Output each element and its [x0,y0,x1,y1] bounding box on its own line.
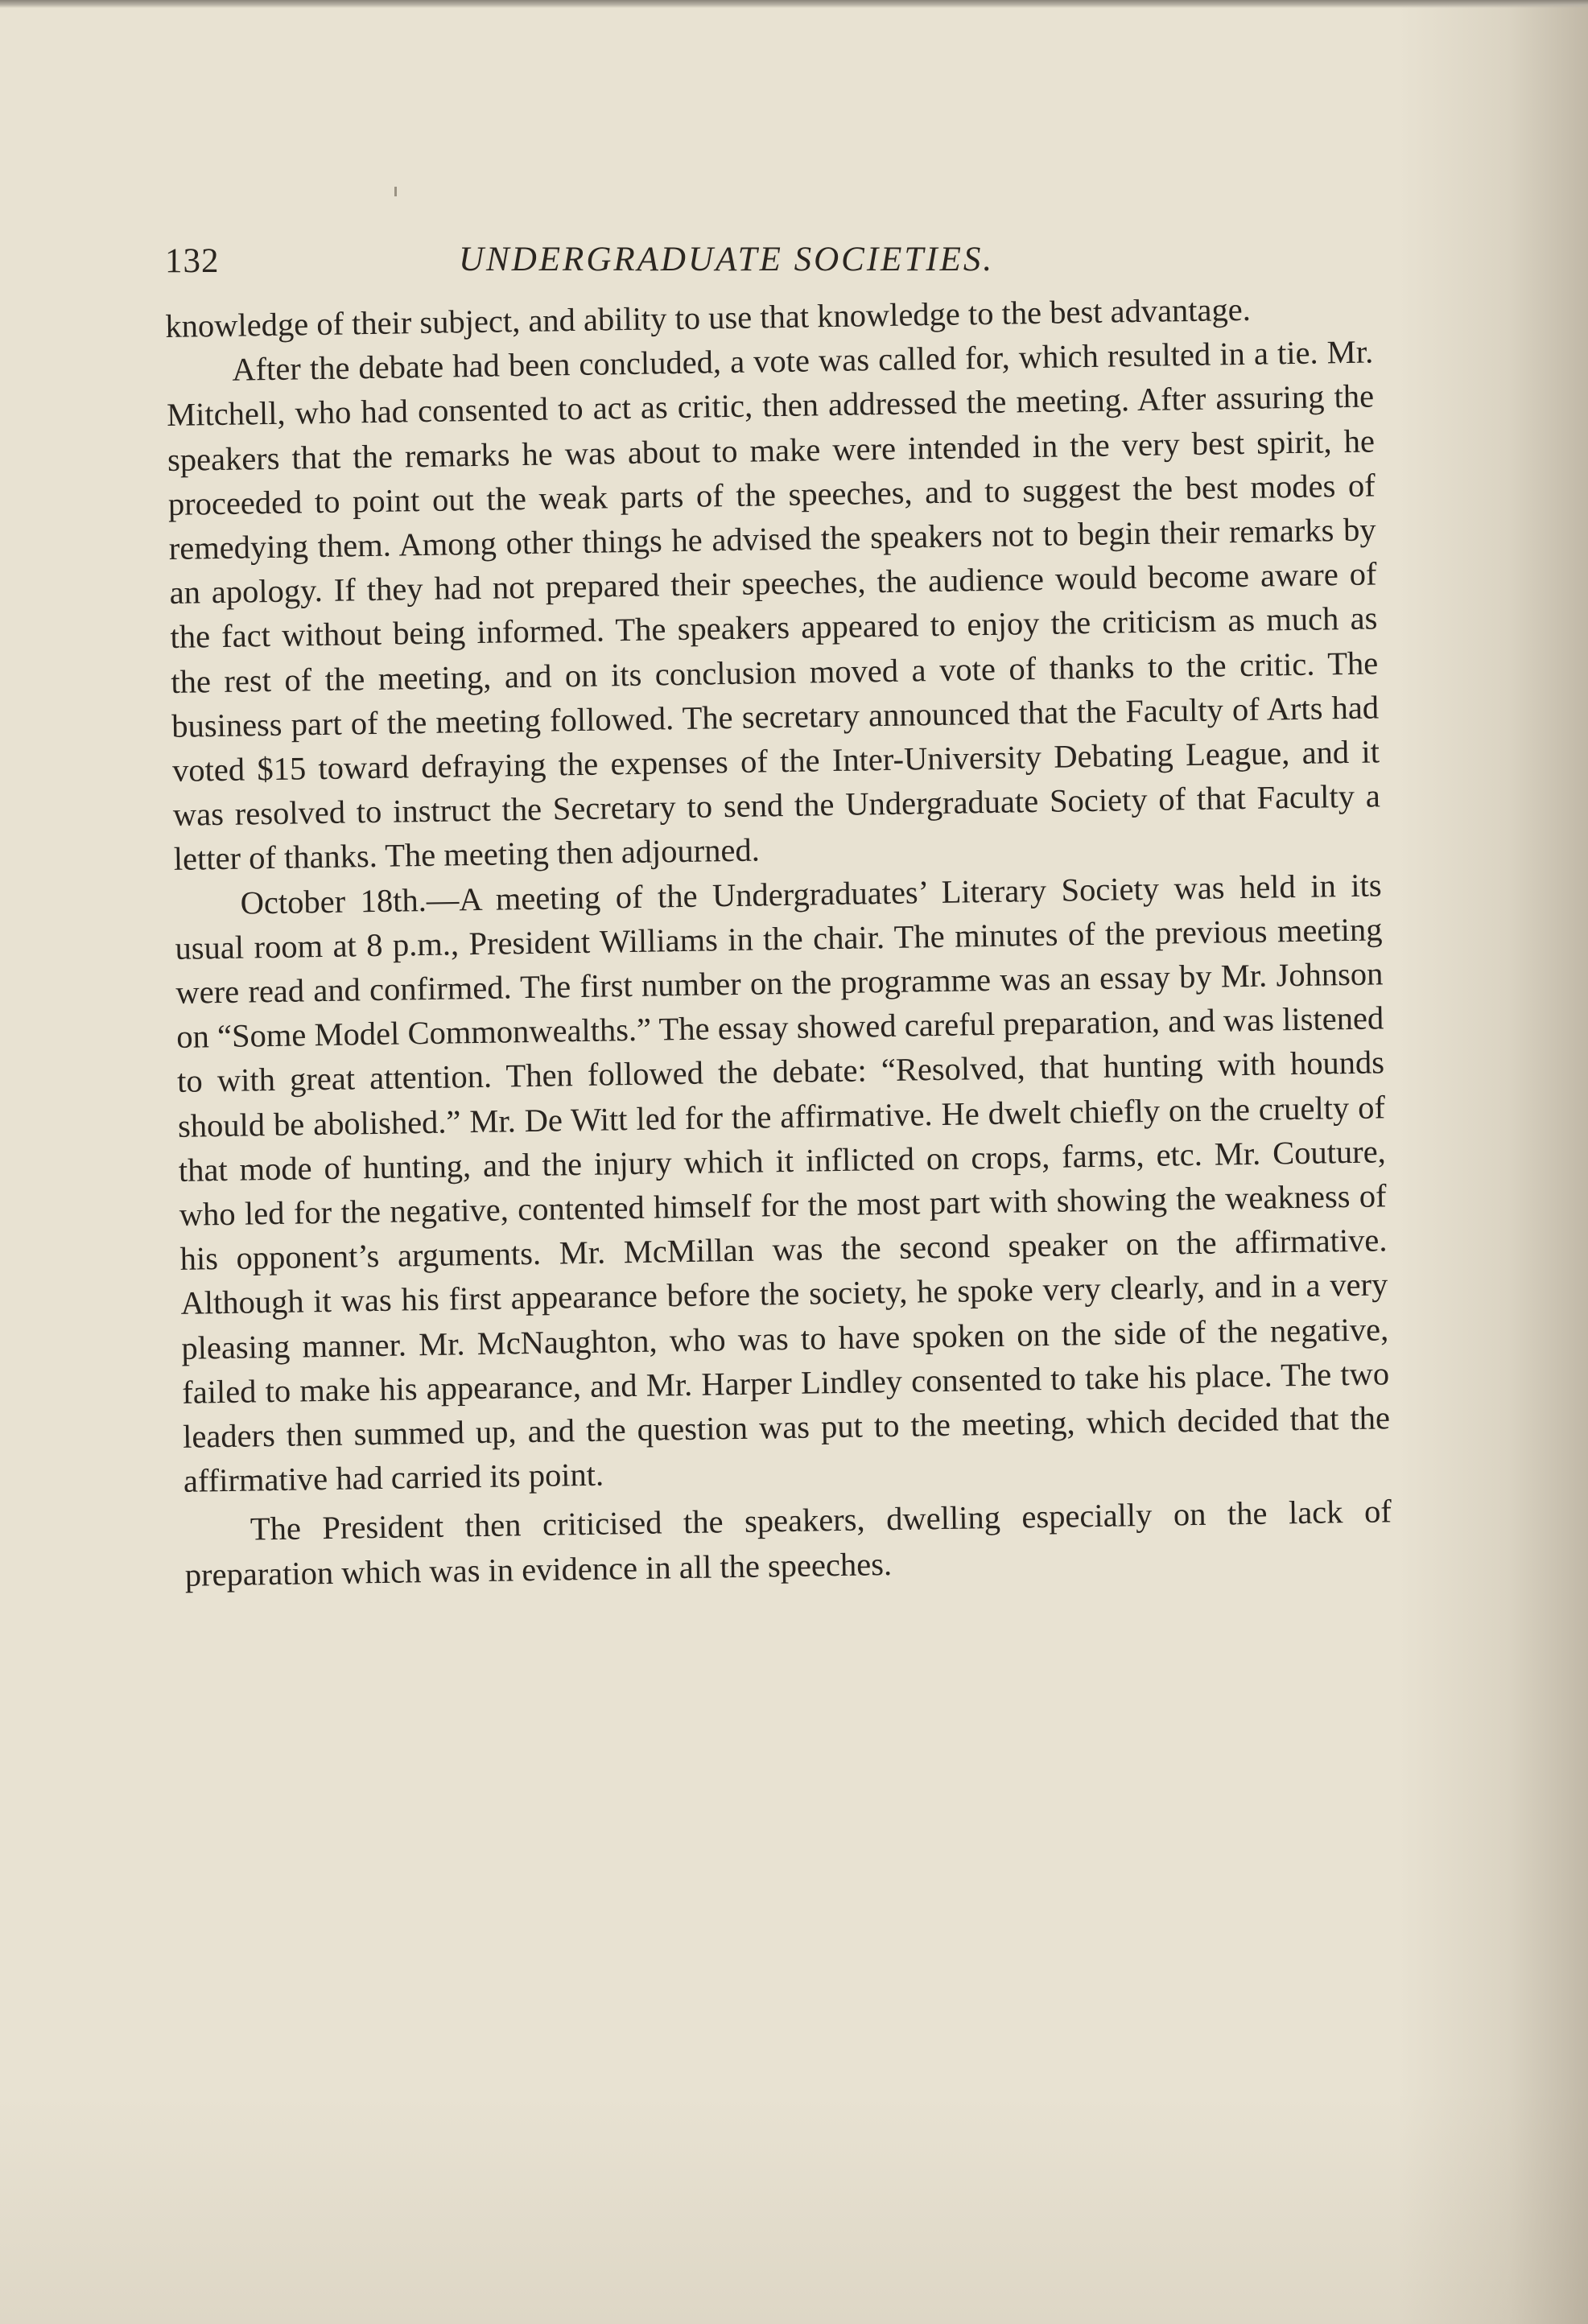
paragraph-debate-vote: After the debate had been concluded, a vote was called for, which resulted in a tie. Mr. Mitchell, who had consented to act as critic, then addressed the meeting. After assuring the speakers that the remarks he was about to make were intended in the very best spirit, he proceeded to point out the weak parts of the speeches, and to suggest the best modes of remedying them. Among other things he advised the speakers not to begin their remarks by an apology. If they had not prepared their speeches, the audience would become aware of the fact without being informed. The speakers appeared to enjoy the criticism as much as the rest of the meeting, and on its conclusion moved a vote of thanks to the critic. The business part of the meeting followed. The secretary announced that the Faculty of Arts had voted $15 toward defraying the expenses of the Inter-University Debating League, and it was resolved to instruct the Secretary to send the Undergraduate Society of that Faculty a letter of thanks. The meeting then adjourned. [166,333,1381,878]
body-text [165,285,1392,1597]
paragraph-october-meeting: October 18th.—A meeting of the Undergraduates’ Literary Society was held in its usual room at 8 p.m., President Williams in the chair. The minutes of the previous meeting were read and confirmed. The first number on the programme was an essay by Mr. Johnson on “Some Model Commonwealths.” The essay showed careful preparation, and was listened to with great attention. Then followed the debate: “Resolved, that hunting with hounds should be abolished.” Mr. De Witt led for the affirmative. He dwelt chiefly on the cruelty of that mode of hunting, and the injury which it inflicted on crops, farms, etc. Mr. Couture, who led for the negative, contented himself for the most part with showing the weakness of his opponent’s arguments. Mr. McMillan was the second speaker on the affirmative. Although it was his first appearance before the society, he spoke very clearly, and in a very pleasing manner. Mr. McNaughton, who was to have spoken on the side of the negative, failed to make his appearance, and Mr. Harper Lindley consented to take his place. The two leaders then summed up, and the question was put to the meeting, which decided that the affirmative had carried its point. [175,866,1391,1500]
paragraph-continuation: knowledge of their subject, and ability to use that knowledge to the best advantage. [165,290,1252,344]
running-header [165,241,1372,290]
paragraph-president-criticism: The President then criticised the speakers, dwelling especially on the lack of preparation which was in evidence in all the speeches. [184,1493,1392,1593]
running-title: UNDERGRADUATE SOCIETIES. [459,241,995,278]
page-top-edge [0,0,1588,8]
paper-speck [394,187,397,196]
page-number: 132 [165,242,220,280]
